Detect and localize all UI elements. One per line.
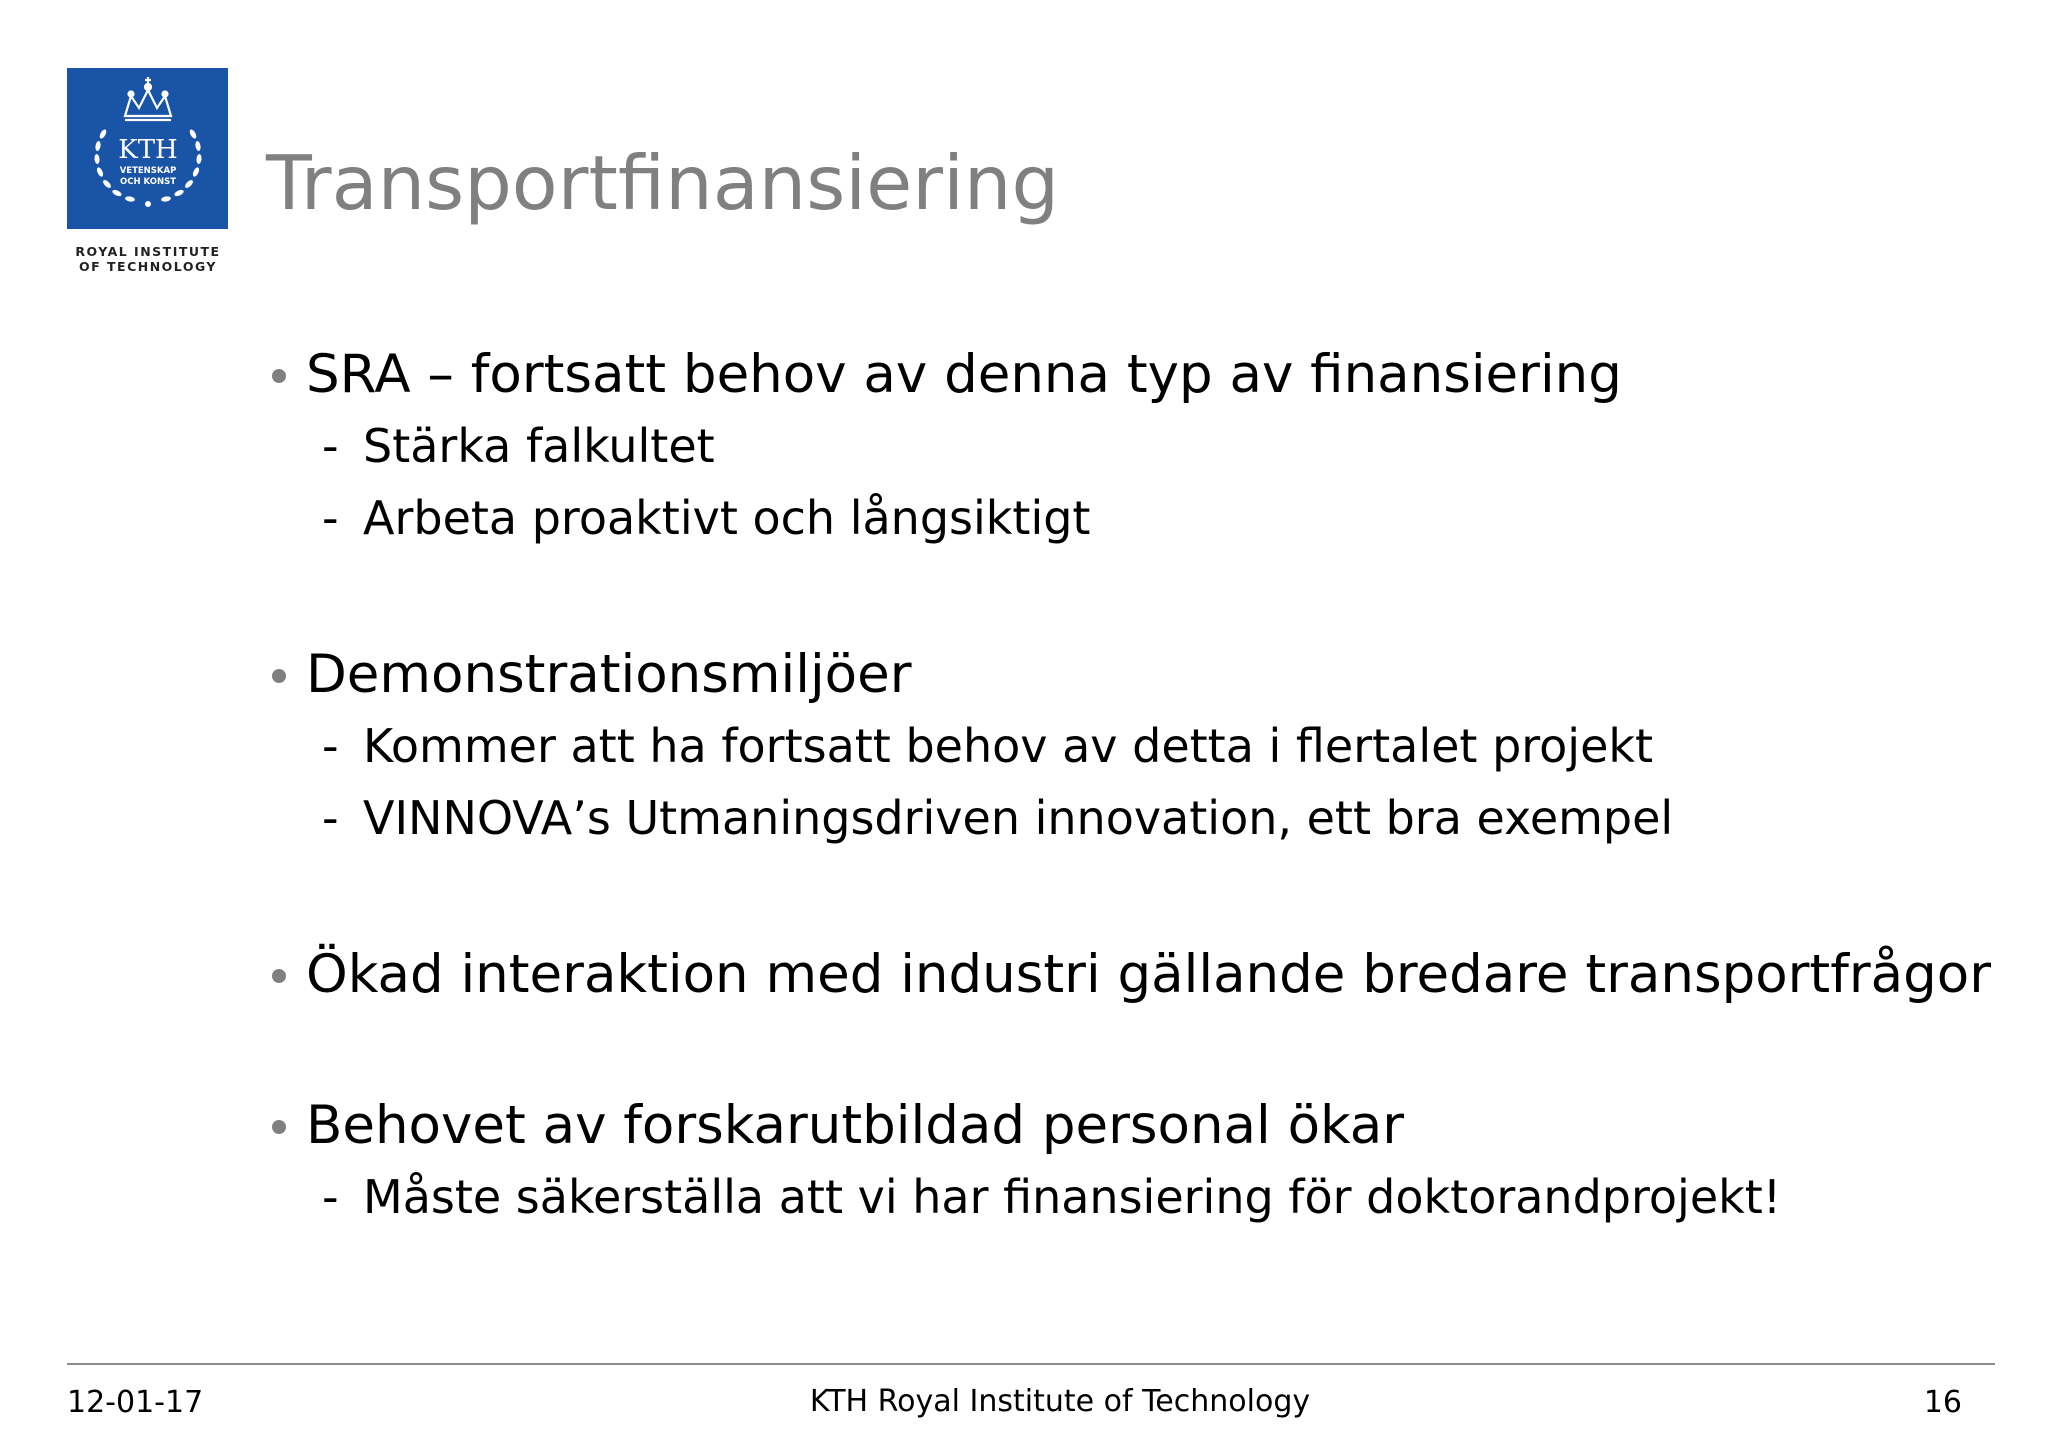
kth-crest-icon	[73, 74, 223, 224]
sub-dash: -	[322, 491, 339, 545]
bullet-text: SRA – fortsatt behov av denna typ av finansiering	[306, 344, 1622, 405]
sub-dash: -	[322, 791, 339, 845]
kth-logo	[67, 68, 229, 274]
bullet-text: Demonstrationsmiljöer	[306, 644, 912, 705]
footer-page-number: 16	[1923, 1385, 1962, 1420]
bullet-line	[266, 1091, 2036, 1161]
sub-item	[266, 710, 2036, 782]
bullet-text: Behovet av forskarutbildad personal ökar	[306, 1095, 1405, 1156]
sub-text: Arbeta proaktivt och långsiktigt	[363, 491, 1091, 545]
logo-caption-line2: OF TECHNOLOGY	[79, 259, 217, 274]
sub-item	[266, 782, 2036, 854]
footer-date: 12-01-17	[67, 1385, 204, 1420]
sub-text: Stärka falkultet	[363, 419, 715, 473]
emblem-text-main: KTH	[117, 134, 178, 165]
footer-divider	[67, 1363, 1995, 1365]
logo-caption-line1: ROYAL INSTITUTE	[75, 244, 221, 259]
sub-text: Kommer att ha fortsatt behov av detta i flertalet projekt	[363, 719, 1654, 773]
bullet-dot-icon	[272, 1120, 286, 1134]
bullet-dot-icon	[272, 669, 286, 683]
slide-title: Transportfinansiering	[266, 139, 1060, 227]
sub-item	[266, 410, 2036, 482]
bullet-text: Ökad interaktion med industri gällande bredare transportfrågor	[306, 944, 1992, 1005]
bullet-item	[266, 940, 2036, 1010]
sub-text: Måste säkerställa att vi har finansiering för doktorandprojekt!	[363, 1170, 1782, 1224]
bullet-dot-icon	[272, 369, 286, 383]
sub-item	[266, 482, 2036, 554]
bullet-line	[266, 340, 2036, 410]
sub-dash: -	[322, 419, 339, 473]
sub-dash: -	[322, 719, 339, 773]
sub-text: VINNOVA’s Utmaningsdriven innovation, ett bra exempel	[363, 791, 1674, 845]
bullet-line	[266, 940, 2036, 1010]
logo-caption	[67, 244, 229, 274]
emblem-text-line2: OCH KONST	[119, 176, 176, 187]
bullet-item	[266, 640, 2036, 854]
sub-dash: -	[322, 1170, 339, 1224]
bullet-line	[266, 640, 2036, 710]
bullet-item	[266, 340, 2036, 554]
kth-emblem	[67, 68, 228, 229]
bullet-item	[266, 1091, 2036, 1233]
footer-institution: KTH Royal Institute of Technology	[809, 1384, 1311, 1419]
sub-item	[266, 1161, 2036, 1233]
emblem-text-line1: VETENSKAP	[119, 165, 176, 176]
bullet-dot-icon	[272, 969, 286, 983]
